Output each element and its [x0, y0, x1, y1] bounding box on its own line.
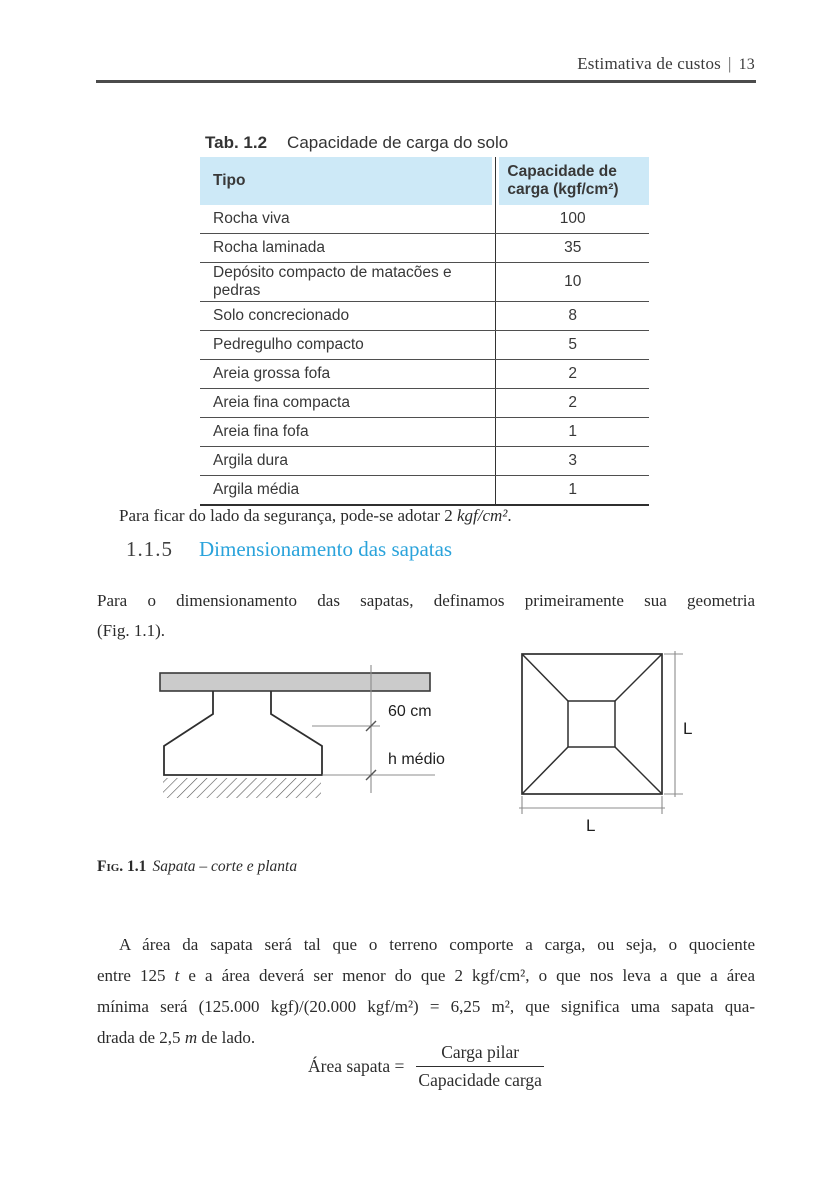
table-title-text: Capacidade de carga do solo: [287, 133, 509, 152]
cell-valor: 1: [496, 418, 649, 447]
cell-tipo: Areia fina compacta: [200, 389, 496, 418]
diagonal-line: [522, 654, 568, 701]
footing-plan-view: [519, 651, 692, 835]
cell-valor: 100: [496, 205, 649, 234]
table-row: [200, 476, 649, 506]
section-title: Dimensionamento das sapatas: [199, 537, 453, 561]
column-header-capacidade: Capacidade de carga (kgf/cm²): [496, 157, 649, 205]
formula-lhs: Área sapata =: [308, 1056, 405, 1076]
paragraph-intro-line1: Para o dimensionamento das sapatas, definamos primeiramente sua geometria: [97, 591, 755, 610]
cell-tipo: Areia fina fofa: [200, 418, 496, 447]
unit-t: t: [174, 966, 180, 985]
footing-diagram: [97, 650, 757, 840]
paragraph-area-line4-text2: de lado.: [197, 1028, 256, 1047]
dimension-label-hmedio: h médio: [388, 751, 445, 768]
table-row: [200, 360, 649, 389]
table-label: Tab. 1.2: [205, 133, 268, 152]
dimension-label-L-side: L: [683, 719, 693, 738]
cell-tipo: Areia grossa fofa: [200, 360, 496, 389]
cell-tipo: Pedregulho compacto: [200, 331, 496, 360]
paragraph-adopt-text: Para ficar do lado da segurança, pode-se adotar 2: [119, 506, 457, 525]
cell-tipo: Rocha laminada: [200, 234, 496, 263]
paragraph-intro-line2: (Fig. 1.1).: [97, 621, 165, 640]
paragraph-area-line2-text2: e a área deverá ser menor do que 2 kgf/cm², o que nos leva a que a área: [179, 966, 755, 985]
running-head-title: Estimativa de custos: [577, 54, 721, 73]
table-row: [200, 418, 649, 447]
slab-shape: [160, 673, 430, 691]
paragraph-area-line2: [97, 960, 755, 991]
cell-valor: 8: [496, 302, 649, 331]
figure-caption-text: Sapata – corte e planta: [152, 858, 298, 875]
footing-outline: [164, 691, 322, 775]
cell-tipo: Argila dura: [200, 447, 496, 476]
column-header-tipo: Tipo: [200, 157, 496, 205]
cell-valor: 2: [496, 389, 649, 418]
cell-tipo: Argila média: [200, 476, 496, 506]
section-heading: [126, 537, 452, 562]
table-row: [200, 234, 649, 263]
table-row: [200, 331, 649, 360]
paragraph-intro: [97, 586, 755, 646]
figure-1-1: [97, 650, 757, 840]
page-number: 13: [738, 56, 755, 73]
cell-valor: 35: [496, 234, 649, 263]
header-rule: [96, 80, 756, 83]
running-head-separator: |: [727, 54, 732, 73]
unit-kgfcm2: kgf/cm²: [456, 506, 508, 525]
paragraph-area-line3: mínima será (125.000 kgf)/(20.000 kgf/m²) = 6,25 m², que significa uma sapata qua-: [97, 997, 755, 1016]
dimension-label-60cm: 60 cm: [388, 703, 432, 720]
cell-valor: 2: [496, 360, 649, 389]
dimension-label-L-bottom: L: [586, 816, 596, 835]
section-number: 1.1.5: [126, 537, 173, 561]
figure-caption: [97, 858, 297, 876]
diagonal-line: [615, 747, 662, 794]
footing-section-view: [160, 665, 445, 798]
formula-numerator: Carga pilar: [416, 1042, 544, 1067]
cell-valor: 10: [496, 263, 649, 302]
paragraph-adopt-period: .: [507, 506, 512, 525]
cell-valor: 3: [496, 447, 649, 476]
table-row: [200, 205, 649, 234]
figure-caption-label: Fig. 1.1: [97, 858, 147, 875]
area-formula: [97, 1042, 755, 1091]
cell-valor: 1: [496, 476, 649, 506]
table-row: [200, 263, 649, 302]
paragraph-area-line4-text: drada de 2,5: [97, 1028, 185, 1047]
formula-denominator: Capacidade carga: [418, 1070, 542, 1090]
table-header-row: [200, 157, 649, 205]
ground-hatch: [163, 778, 321, 798]
diagonal-line: [615, 654, 662, 701]
paragraph-area: [97, 929, 755, 1053]
running-head: [97, 54, 755, 74]
table-row: [200, 389, 649, 418]
table-title: [205, 133, 508, 153]
unit-m: m: [184, 1028, 198, 1047]
formula-fraction: [416, 1042, 544, 1091]
table-row: [200, 447, 649, 476]
cell-tipo: Rocha viva: [200, 205, 496, 234]
diagonal-line: [522, 747, 568, 794]
cell-valor: 5: [496, 331, 649, 360]
paragraph-area-line2-text: entre 125: [97, 966, 175, 985]
paragraph-adopt: [97, 504, 755, 528]
paragraph-area-line1: A área da sapata será tal que o terreno comporte a carga, ou seja, o quociente: [119, 935, 755, 954]
inner-square: [568, 701, 615, 747]
table-row: [200, 302, 649, 331]
cell-tipo: Depósito compacto de matacões e pedras: [200, 263, 496, 302]
soil-capacity-table: [200, 157, 649, 506]
cell-tipo: Solo concrecionado: [200, 302, 496, 331]
